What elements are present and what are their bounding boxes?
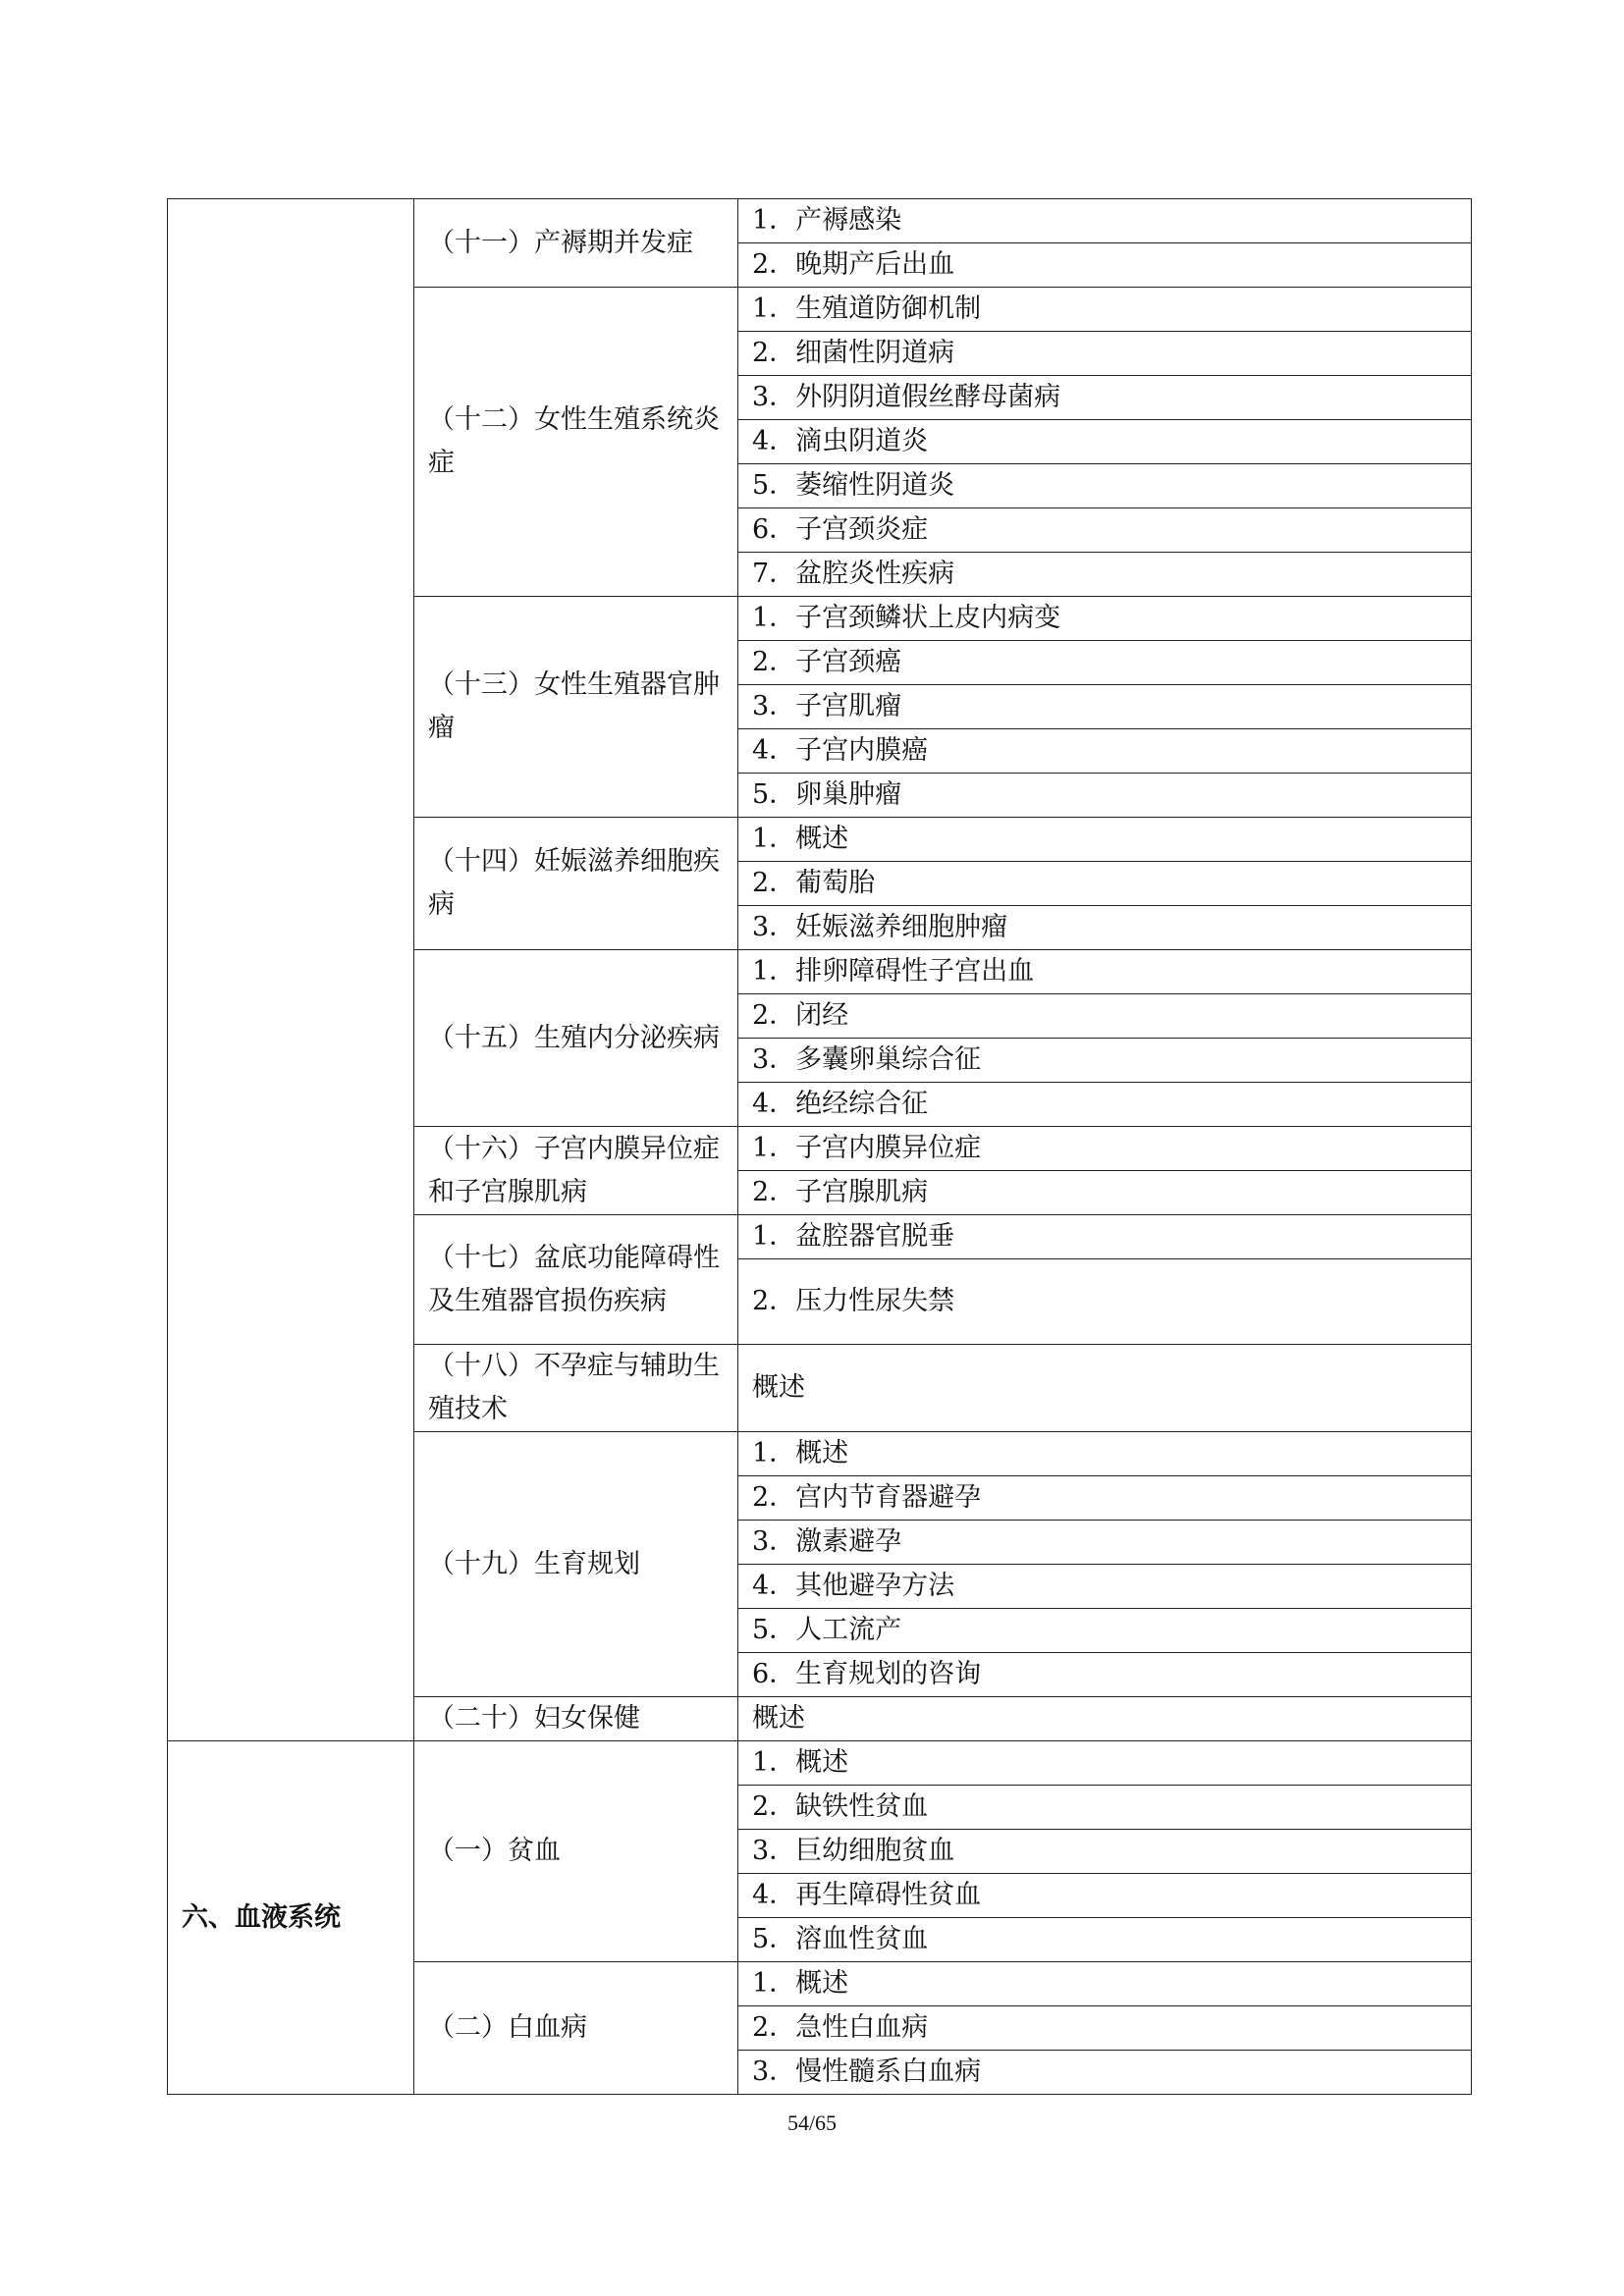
group-cell: （十一）产褥期并发症 [414, 199, 738, 288]
item-cell: 1．概述 [738, 1962, 1472, 2006]
group-cell: （二十）妇女保健 [414, 1697, 738, 1741]
item-cell: 4．子宫内膜癌 [738, 729, 1472, 774]
item-cell: 3．巨幼细胞贫血 [738, 1830, 1472, 1874]
page-number: 54/65 [786, 2110, 838, 2135]
item-cell: 概述 [738, 1697, 1472, 1741]
section-cell [168, 199, 414, 1741]
item-cell: 2．葡萄胎 [738, 862, 1472, 906]
item-cell: 1．生殖道防御机制 [738, 288, 1472, 332]
group-cell: （十三）女性生殖器官肿瘤 [414, 597, 738, 818]
item-cell: 2．压力性尿失禁 [738, 1259, 1472, 1345]
item-cell: 4．再生障碍性贫血 [738, 1874, 1472, 1918]
item-cell: 5．溶血性贫血 [738, 1918, 1472, 1962]
item-cell: 5．卵巢肿瘤 [738, 774, 1472, 818]
item-cell: 1．盆腔器官脱垂 [738, 1215, 1472, 1259]
item-cell: 3．激素避孕 [738, 1521, 1472, 1565]
item-cell: 1．子宫颈鳞状上皮内病变 [738, 597, 1472, 641]
group-cell: （十五）生殖内分泌疾病 [414, 950, 738, 1127]
section-cell [168, 1741, 414, 2095]
item-cell: 1．概述 [738, 818, 1472, 862]
item-cell: 1．概述 [738, 1432, 1472, 1476]
item-cell: 2．子宫腺肌病 [738, 1171, 1472, 1215]
item-cell: 3．外阴阴道假丝酵母菌病 [738, 376, 1472, 420]
item-cell: 1．子宫内膜异位症 [738, 1127, 1472, 1171]
item-cell: 2．细菌性阴道病 [738, 332, 1472, 376]
group-cell: （十八）不孕症与辅助生殖技术 [414, 1345, 738, 1432]
group-cell: （二）白血病 [414, 1962, 738, 2095]
item-cell: 6．子宫颈炎症 [738, 508, 1472, 553]
item-cell: 4．其他避孕方法 [738, 1565, 1472, 1609]
item-cell: 2．宫内节育器避孕 [738, 1476, 1472, 1521]
item-cell: 6．生育规划的咨询 [738, 1653, 1472, 1697]
group-cell: （十九）生育规划 [414, 1432, 738, 1697]
item-cell: 3．慢性髓系白血病 [738, 2051, 1472, 2095]
item-cell: 4．绝经综合征 [738, 1083, 1472, 1127]
item-cell: 2．急性白血病 [738, 2006, 1472, 2051]
item-cell: 3．多囊卵巢综合征 [738, 1039, 1472, 1083]
item-cell: 1．排卵障碍性子宫出血 [738, 950, 1472, 994]
item-cell: 2．晚期产后出血 [738, 243, 1472, 288]
item-cell: 1．概述 [738, 1741, 1472, 1786]
group-cell: （十四）妊娠滋养细胞疾病 [414, 818, 738, 950]
section-title: 六、血液系统 [182, 1901, 341, 1933]
group-cell: （十二）女性生殖系统炎症 [414, 288, 738, 597]
item-cell: 5．萎缩性阴道炎 [738, 464, 1472, 508]
group-cell: （十六）子宫内膜异位症和子宫腺肌病 [414, 1127, 738, 1215]
item-cell: 1．产褥感染 [738, 199, 1472, 243]
item-cell: 3．妊娠滋养细胞肿瘤 [738, 906, 1472, 950]
syllabus-table [167, 198, 1472, 2095]
group-cell: （一）贫血 [414, 1741, 738, 1962]
item-cell: 2．子宫颈癌 [738, 641, 1472, 685]
item-cell: 4．滴虫阴道炎 [738, 420, 1472, 464]
item-cell: 5．人工流产 [738, 1609, 1472, 1653]
item-cell: 7．盆腔炎性疾病 [738, 553, 1472, 597]
item-cell: 概述 [738, 1345, 1472, 1432]
group-cell: （十七）盆底功能障碍性及生殖器官损伤疾病 [414, 1215, 738, 1345]
item-cell: 2．闭经 [738, 994, 1472, 1039]
item-cell: 3．子宫肌瘤 [738, 685, 1472, 729]
item-cell: 2．缺铁性贫血 [738, 1786, 1472, 1830]
